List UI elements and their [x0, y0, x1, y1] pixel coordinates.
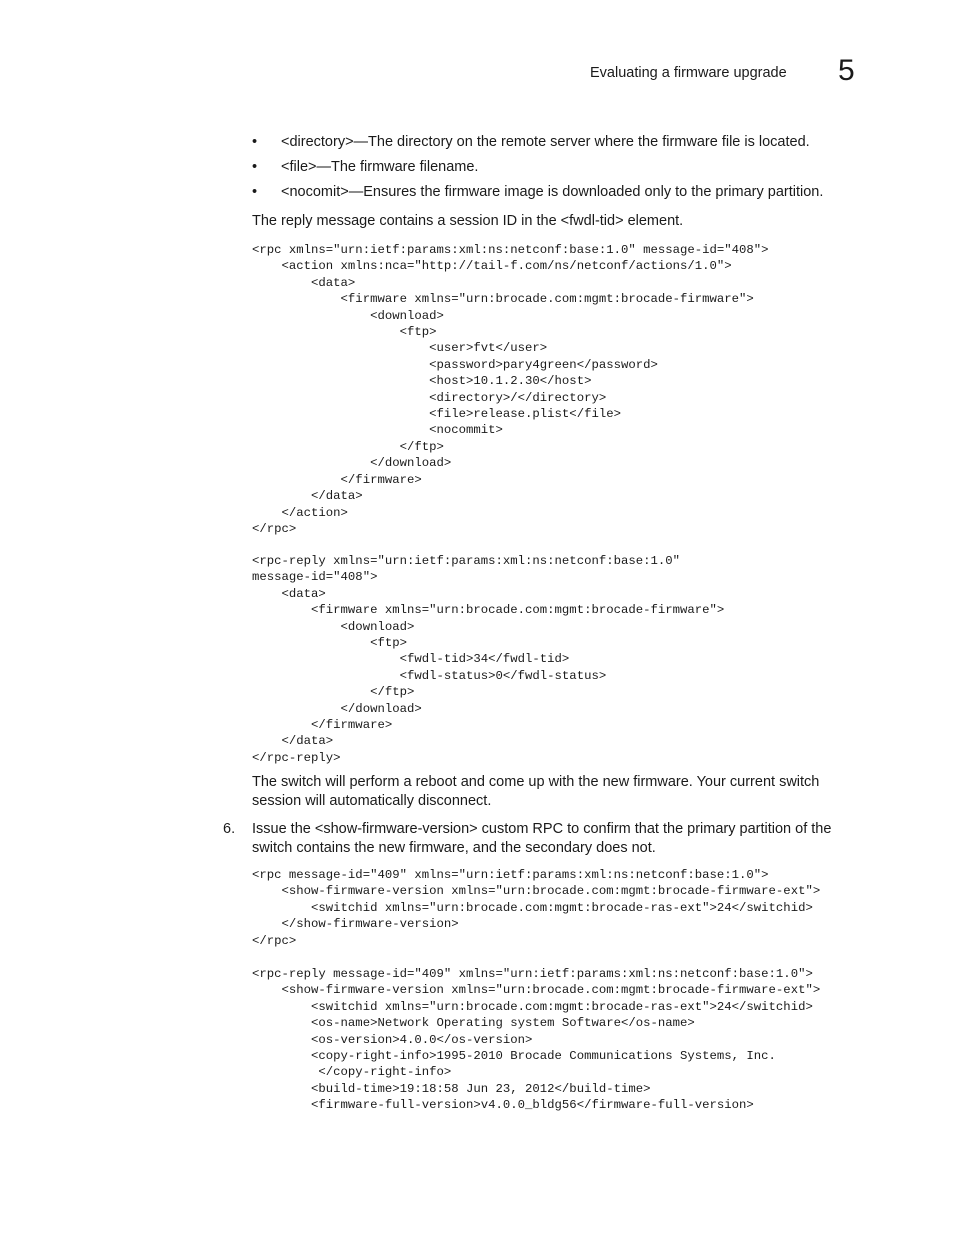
reply-paragraph: The reply message contains a session ID in the <fwdl-tid> element. — [252, 213, 684, 229]
list-item-text: <file>—The firmware filename. — [281, 159, 479, 175]
step-number: 6. — [223, 821, 236, 837]
parameter-list — [252, 134, 823, 209]
code-block-show-firmware-reply: <rpc-reply message-id="409" xmlns="urn:ietf:params:xml:ns:netconf:base:1.0"> <show-firmware-version xmlns="urn:brocade.com:mgmt:brocade-firmware-ext"> <switchid xmlns="urn:brocade.com:mgmt:brocade-ras-ext">24</switchid> <os-name>Network Operating system Software</os-name> <os-version>4.0.0</os-version> <copy-right-info>1995-2010 Brocade Communications Systems, Inc. </copy-right-info> <build-time>19:18:58 Jun 23, 2012</build-time> <firmware-full-version>v4.0.0_bldg56</firmware-full-version> — [252, 967, 821, 1113]
list-item — [252, 134, 823, 151]
code-block-rpc-reply-download: <rpc-reply xmlns="urn:ietf:params:xml:ns:netconf:base:1.0" message-id="408"> <data> <firmware xmlns="urn:brocade.com:mgmt:brocade-firmware"> <download> <ftp> <fwdl-tid>34</fwdl-tid> <fwdl-status>0</fwdl-status> </ftp> </download> </firmware> </data> </rpc-reply> — [252, 554, 725, 765]
list-item-text: <nocomit>—Ensures the firmware image is downloaded only to the primary partition. — [281, 184, 824, 200]
list-item-text: <directory>—The directory on the remote server where the firmware file is located. — [281, 134, 810, 150]
step-text: Issue the <show-firmware-version> custom RPC to confirm that the primary partition of the switch contains the new firmware, and the secondary does not. — [252, 821, 832, 856]
chapter-number: 5 — [838, 54, 855, 87]
list-item — [252, 184, 823, 201]
bullet-icon: • — [252, 134, 258, 150]
list-item — [252, 159, 823, 176]
code-block-show-firmware: <rpc message-id="409" xmlns="urn:ietf:params:xml:ns:netconf:base:1.0"> <show-firmware-version xmlns="urn:brocade.com:mgmt:brocade-firmware-ext"> <switchid xmlns="urn:brocade.com:mgmt:brocade-ras-ext">24</switchid> </show-firmware-version> </rpc> — [252, 868, 821, 948]
code-block-rpc-download: <rpc xmlns="urn:ietf:params:xml:ns:netconf:base:1.0" message-id="408"> <action xmlns:nca="http://tail-f.com/ns/netconf/actions/1.0"> <data> <firmware xmlns="urn:brocade.com:mgmt:brocade-firmware"> <download> <ftp> <user>fvt</user> <password>pary4green</password> <host>10.1.2.30</host> <directory>/</directory> <file>release.plist</file> <nocommit> </ftp> </download> </firmware> </data> </action> </rpc> — [252, 243, 769, 536]
reboot-paragraph: The switch will perform a reboot and come up with the new firmware. Your current switch session will automatically disconnect. — [252, 774, 820, 809]
bullet-icon: • — [252, 159, 258, 175]
header-title: Evaluating a firmware upgrade — [590, 65, 787, 81]
bullet-icon: • — [252, 184, 258, 200]
